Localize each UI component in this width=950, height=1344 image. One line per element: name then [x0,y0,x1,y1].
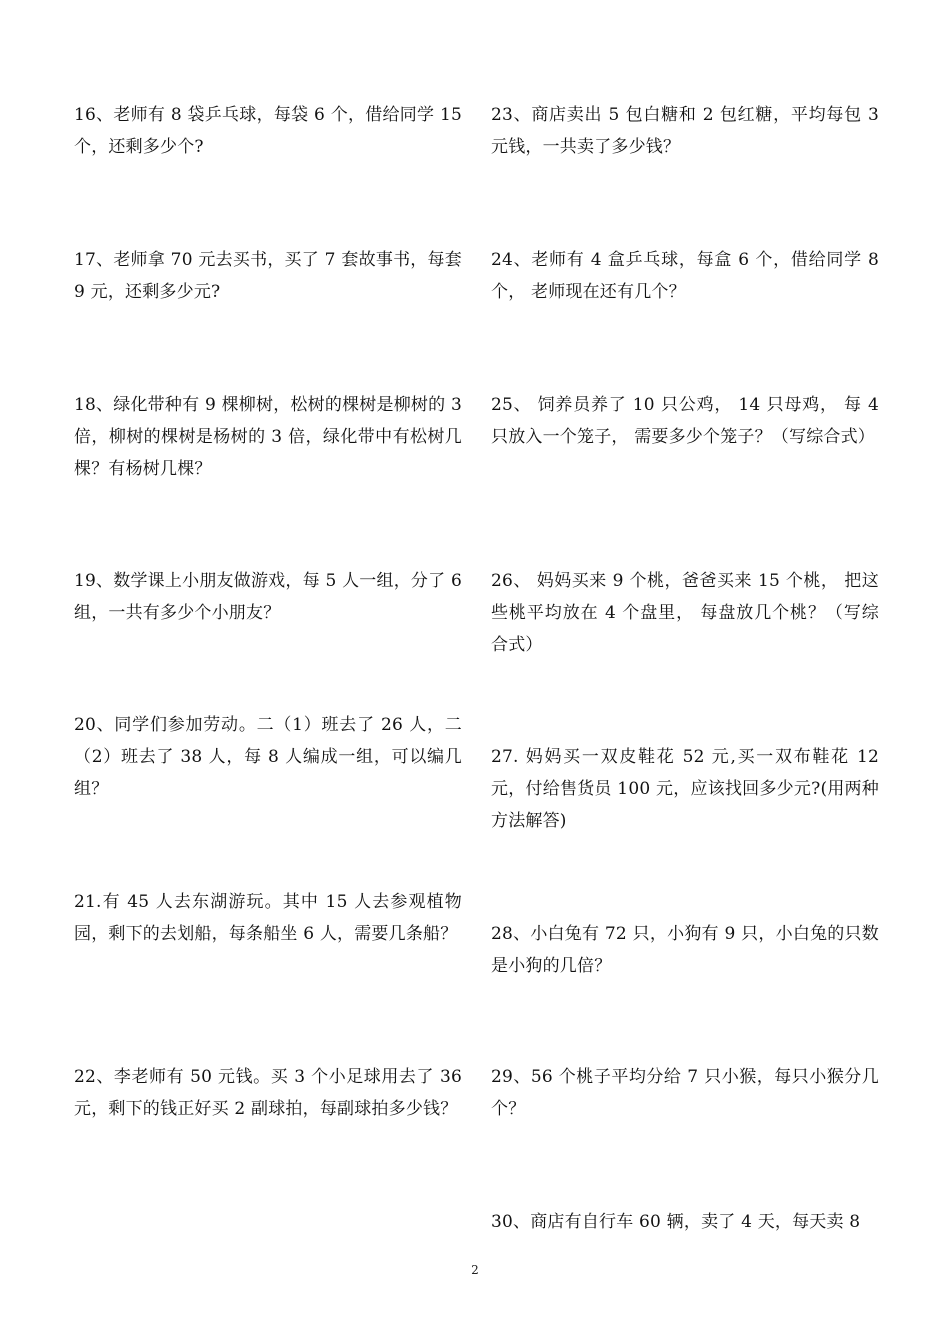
problem-24: 24、老师有 4 盒乒乓球，每盒 6 个，借给同学 8 个， 老师现在还有几个？ [491,250,879,302]
problem-17: 17、老师拿 70 元去买书，买了 7 套故事书，每套 9 元，还剩多少元? [74,250,462,302]
problem-26: 26、 妈妈买来 9 个桃，爸爸买来 15 个桃， 把这些桃平均放在 4 个盘里， 每盘放几个桃？（写综合式） [491,571,879,655]
problem-27: 27. 妈妈买一双皮鞋花 52 元,买一双布鞋花 12 元，付给售货员 100 元，应该找回多少元?(用两种方法解答) [491,747,879,831]
problem-19: 19、数学课上小朋友做游戏，每 5 人一组，分了 6 组，一共有多少个小朋友？ [74,571,462,623]
page-number: 2 [471,1263,479,1277]
problem-21: 21.有 45 人去东湖游玩。其中 15 人去参观植物园，剩下的去划船，每条船坐 6 人，需要几条船？ [74,892,462,944]
left-column [74,0,462,1344]
problem-25: 25、 饲养员养了 10 只公鸡， 14 只母鸡， 每 4 只放入一个笼子， 需要多少个笼子？（写综合式） [491,395,879,447]
problem-22: 22、李老师有 50 元钱。买 3 个小足球用去了 36 元，剩下的钱正好买 2 副球拍，每副球拍多少钱？ [74,1067,462,1119]
problem-18: 18、绿化带种有 9 棵柳树，松树的棵树是柳树的 3 倍，柳树的棵树是杨树的 3 倍，绿化带中有松树几棵？有杨树几棵？ [74,395,462,479]
problem-29: 29、56 个桃子平均分给 7 只小猴，每只小猴分几个？ [491,1067,879,1119]
problem-23: 23、商店卖出 5 包白糖和 2 包红糖，平均每包 3 元钱，一共卖了多少钱？ [491,105,879,157]
right-column [491,0,879,1344]
problem-20: 20、同学们参加劳动。二（1）班去了 26 人，二（2）班去了 38 人，每 8 人编成一组，可以编几组？ [74,715,462,799]
problem-30: 30、商店有自行车 60 辆，卖了 4 天，每天卖 8 [491,1212,861,1232]
problem-28: 28、小白兔有 72 只，小狗有 9 只，小白兔的只数是小狗的几倍？ [491,924,879,976]
problem-16: 16、老师有 8 袋乒乓球，每袋 6 个，借给同学 15 个，还剩多少个? [74,105,462,157]
